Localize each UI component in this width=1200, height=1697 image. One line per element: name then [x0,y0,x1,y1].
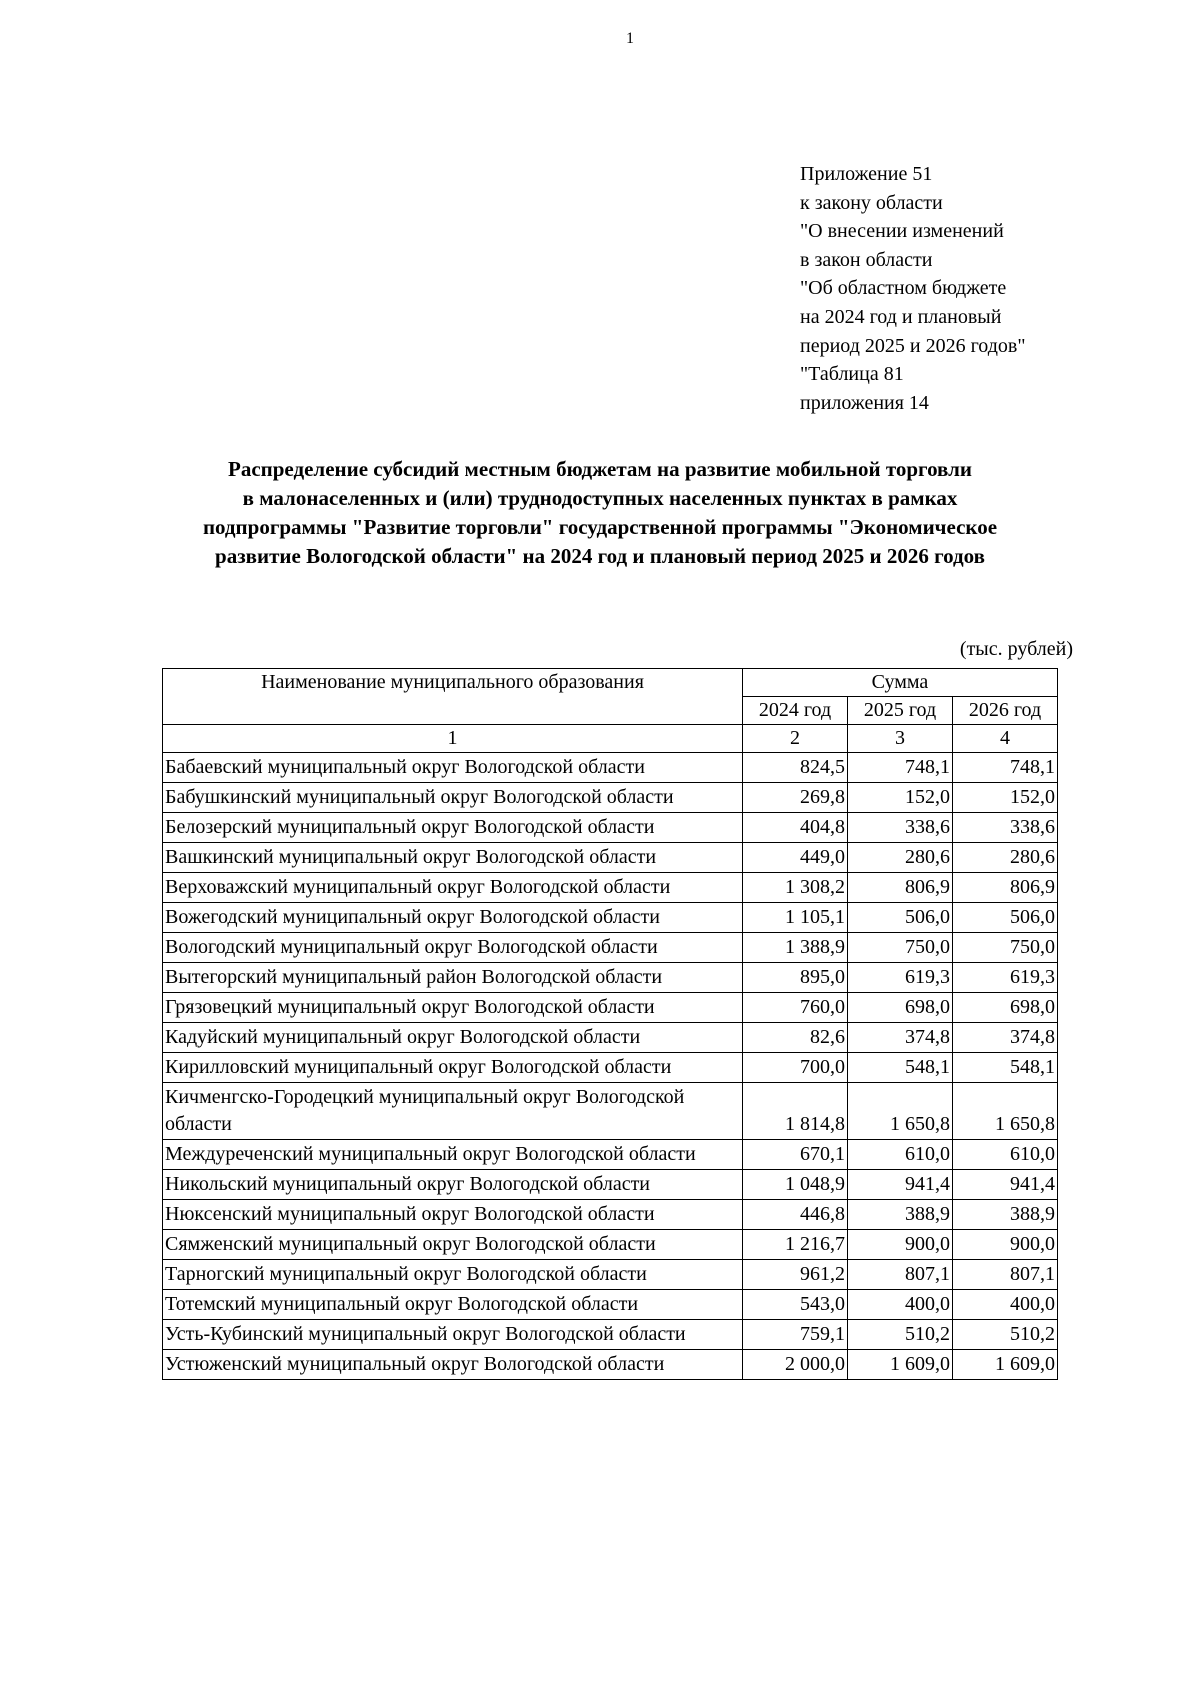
column-header-2025: 2025 год [848,697,953,725]
units-label: (тыс. рублей) [959,638,1073,660]
value-2026: 619,3 [953,963,1058,993]
value-2024: 961,2 [743,1260,848,1290]
value-2025: 510,2 [848,1320,953,1350]
value-2024: 1 105,1 [743,903,848,933]
table-row [163,753,1058,783]
municipality-name: Междуреченский муниципальный округ Вологодской области [163,1140,743,1170]
value-2026: 388,9 [953,1200,1058,1230]
value-2024: 700,0 [743,1053,848,1083]
municipality-name: Кадуйский муниципальный округ Вологодской области [163,1023,743,1053]
municipality-name: Вожегодский муниципальный округ Вологодской области [163,903,743,933]
header-row [163,669,1058,697]
value-2026: 698,0 [953,993,1058,1023]
value-2025: 698,0 [848,993,953,1023]
value-2024: 543,0 [743,1290,848,1320]
value-2024: 1 216,7 [743,1230,848,1260]
value-2024: 1 048,9 [743,1170,848,1200]
municipality-name: Кичменгско-Городецкий муниципальный округ Вологодской области [163,1083,743,1140]
value-2025: 280,6 [848,843,953,873]
table-row [163,1140,1058,1170]
table-row [163,783,1058,813]
table-row [163,873,1058,903]
page-number: 1 [626,30,634,47]
appendix-line: в закон области [800,248,933,271]
table-row [163,1023,1058,1053]
value-2025: 388,9 [848,1200,953,1230]
table-body [163,753,1058,1380]
table-row [163,843,1058,873]
document-title [100,455,1100,571]
appendix-line: к закону области [800,191,943,214]
appendix-line: Приложение 51 [800,163,933,185]
value-2026: 900,0 [953,1230,1058,1260]
table-row [163,1320,1058,1350]
value-2026: 506,0 [953,903,1058,933]
value-2024: 1 308,2 [743,873,848,903]
subsidy-table [162,668,1058,1380]
value-2026: 610,0 [953,1140,1058,1170]
table-row [163,1260,1058,1290]
municipality-name: Усть-Кубинский муниципальный округ Вологодской области [163,1320,743,1350]
municipality-name: Вытегорский муниципальный район Вологодской области [163,963,743,993]
value-2026: 807,1 [953,1260,1058,1290]
municipality-name: Нюксенский муниципальный округ Вологодской области [163,1200,743,1230]
column-header-2026: 2026 год [953,697,1058,725]
value-2024: 1 388,9 [743,933,848,963]
value-2025: 374,8 [848,1023,953,1053]
value-2025: 400,0 [848,1290,953,1320]
value-2025: 548,1 [848,1053,953,1083]
table-row [163,1200,1058,1230]
municipality-name: Грязовецкий муниципальный округ Вологодской области [163,993,743,1023]
municipality-name: Кирилловский муниципальный округ Вологодской области [163,1053,743,1083]
municipality-name: Бабушкинский муниципальный округ Вологодской области [163,783,743,813]
value-2024: 895,0 [743,963,848,993]
value-2026: 748,1 [953,753,1058,783]
value-2026: 750,0 [953,933,1058,963]
municipality-name: Тотемский муниципальный округ Вологодской области [163,1290,743,1320]
value-2024: 269,8 [743,783,848,813]
value-2026: 280,6 [953,843,1058,873]
value-2024: 446,8 [743,1200,848,1230]
value-2025: 806,9 [848,873,953,903]
municipality-name: Никольский муниципальный округ Вологодской области [163,1170,743,1200]
header-row-indices [163,725,1058,753]
table-row [163,963,1058,993]
value-2026: 548,1 [953,1053,1058,1083]
value-2025: 750,0 [848,933,953,963]
value-2026: 374,8 [953,1023,1058,1053]
value-2025: 619,3 [848,963,953,993]
value-2025: 748,1 [848,753,953,783]
municipality-name: Верховажский муниципальный округ Вологодской области [163,873,743,903]
municipality-name: Устюженский муниципальный округ Вологодской области [163,1350,743,1380]
value-2025: 338,6 [848,813,953,843]
column-index: 3 [848,725,953,753]
table-row [163,813,1058,843]
column-header-name: Наименование муниципального образования [163,669,743,725]
value-2026: 1 650,8 [953,1083,1058,1140]
appendix-line: "Об областном бюджете [800,277,1007,300]
appendix-line: на 2024 год и плановый [800,305,1002,328]
appendix-line: "Таблица 81 [800,363,904,386]
value-2025: 152,0 [848,783,953,813]
table-row [163,1170,1058,1200]
value-2026: 152,0 [953,783,1058,813]
value-2025: 610,0 [848,1140,953,1170]
title-line: в малонаселенных и (или) труднодоступных населенных пунктах в рамках [242,486,958,510]
value-2025: 1 609,0 [848,1350,953,1380]
value-2024: 82,6 [743,1023,848,1053]
municipality-name: Белозерский муниципальный округ Вологодской области [163,813,743,843]
value-2024: 449,0 [743,843,848,873]
value-2026: 510,2 [953,1320,1058,1350]
municipality-name: Сямженский муниципальный округ Вологодской области [163,1230,743,1260]
municipality-name: Вашкинский муниципальный округ Вологодской области [163,843,743,873]
column-header-2024: 2024 год [743,697,848,725]
column-index: 1 [163,725,743,753]
table-row [163,1053,1058,1083]
value-2024: 824,5 [743,753,848,783]
value-2024: 1 814,8 [743,1083,848,1140]
column-index: 2 [743,725,848,753]
municipality-name: Тарногский муниципальный округ Вологодской области [163,1260,743,1290]
value-2025: 1 650,8 [848,1083,953,1140]
value-2024: 759,1 [743,1320,848,1350]
title-line: Распределение субсидий местным бюджетам на развитие мобильной торговли [228,457,972,481]
value-2026: 806,9 [953,873,1058,903]
value-2026: 338,6 [953,813,1058,843]
value-2025: 941,4 [848,1170,953,1200]
municipality-name: Бабаевский муниципальный округ Вологодской области [163,753,743,783]
appendix-line: период 2025 и 2026 годов" [800,334,1026,357]
appendix-line: приложения 14 [800,391,929,414]
table-row [163,993,1058,1023]
value-2025: 506,0 [848,903,953,933]
value-2024: 404,8 [743,813,848,843]
value-2024: 670,1 [743,1140,848,1170]
value-2025: 900,0 [848,1230,953,1260]
column-index: 4 [953,725,1058,753]
column-header-sum: Сумма [743,669,1058,697]
value-2025: 807,1 [848,1260,953,1290]
table-row [163,903,1058,933]
table-row [163,933,1058,963]
municipality-name: Вологодский муниципальный округ Вологодской области [163,933,743,963]
value-2026: 1 609,0 [953,1350,1058,1380]
value-2024: 2 000,0 [743,1350,848,1380]
appendix-line: "О внесении изменений [800,220,1004,243]
value-2026: 400,0 [953,1290,1058,1320]
value-2026: 941,4 [953,1170,1058,1200]
table-row [163,1230,1058,1260]
appendix-reference [800,160,1120,417]
table-row [163,1083,1058,1140]
title-line: подпрограммы "Развитие торговли" государственной программы "Экономическое [202,515,998,539]
title-line: развитие Вологодской области" на 2024 год и плановый период 2025 и 2026 годов [215,544,985,568]
value-2024: 760,0 [743,993,848,1023]
table-row [163,1350,1058,1380]
table-row [163,1290,1058,1320]
